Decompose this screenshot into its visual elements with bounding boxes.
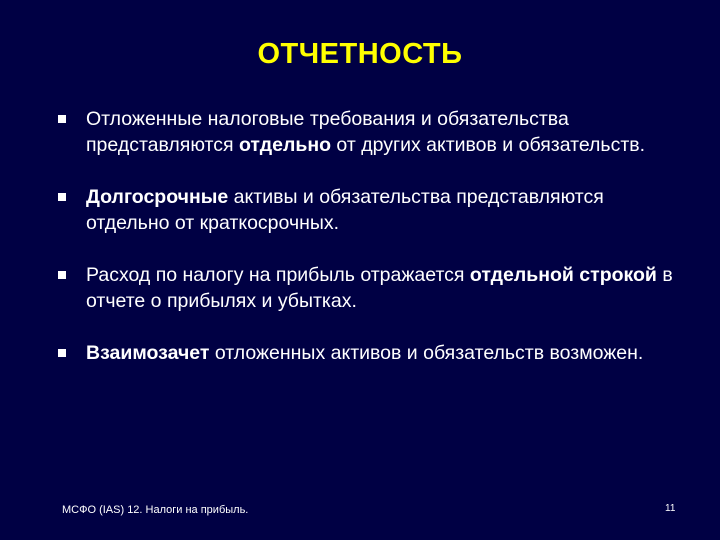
square-bullet-icon [58,271,66,279]
square-bullet-icon [58,115,66,123]
text-run: активы и обязательства представляются отдельно от краткосрочных. [86,186,604,234]
text-run: отложенных активов и обязательств возможен. [209,342,644,364]
text-run-bold: отдельной строкой [469,264,657,286]
bullet-text [86,184,692,236]
text-run: от других активов и обязательств. [331,134,646,156]
bullet-item [52,184,692,236]
text-run-bold: Долгосрочные [86,186,229,208]
text-run: Расход по налогу на прибыль отражается [86,264,470,286]
bullet-text [86,106,692,158]
bullet-list [52,106,692,392]
text-run: Отложенные налоговые требования и обязательства представляются [86,108,569,156]
slide-footer: МСФО (IAS) 12. Налоги на прибыль. [62,504,249,516]
text-run: в отчете о прибылях и убытках. [86,264,673,312]
bullet-text [86,340,692,366]
slide-title: ОТЧЕТНОСТЬ [257,38,463,70]
bullet-item [52,262,692,314]
bullet-item [52,106,692,158]
page-number: 11 [665,503,676,514]
text-run-bold: Взаимозачет [86,342,210,364]
bullet-item [52,340,692,366]
square-bullet-icon [58,193,66,201]
text-run-bold: отдельно [239,134,332,156]
square-bullet-icon [58,349,66,357]
bullet-text [86,262,692,314]
